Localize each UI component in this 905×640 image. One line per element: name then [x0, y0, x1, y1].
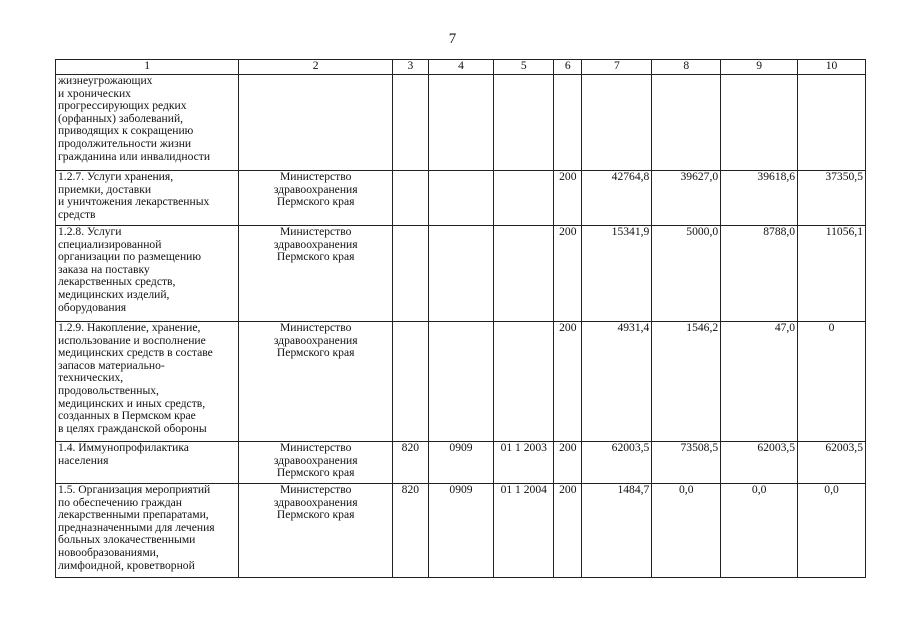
column-header: 10: [798, 60, 866, 75]
code-cell: [428, 75, 494, 171]
table-row: [56, 75, 866, 171]
amount-cell: [582, 75, 652, 171]
page-number: 7: [448, 31, 457, 47]
code-cell: 200: [554, 226, 582, 322]
code-cell: [393, 226, 428, 322]
amount-cell: 11056,1: [798, 226, 866, 322]
code-cell: 0909: [428, 484, 494, 578]
code-cell: 200: [554, 442, 582, 484]
responsible-executor: Министерство здравоохранения Пермского края: [239, 484, 393, 578]
amount-cell: 62003,5: [721, 442, 798, 484]
responsible-executor: Министерство здравоохранения Пермского края: [239, 171, 393, 226]
code-cell: [428, 322, 494, 442]
column-header: 9: [721, 60, 798, 75]
column-header: 7: [582, 60, 652, 75]
amount-cell: 1484,7: [582, 484, 652, 578]
amount-cell: 47,0: [721, 322, 798, 442]
code-cell: 820: [393, 484, 428, 578]
column-number-row: [56, 60, 866, 75]
item-name: 1.2.8. Услуги специализированной организации по размещению заказа на поставку лекарственных средств, медицинских изделий, оборудования: [56, 226, 239, 322]
amount-cell: [721, 75, 798, 171]
code-cell: [393, 171, 428, 226]
responsible-executor: Министерство здравоохранения Пермского края: [239, 322, 393, 442]
table-row: [56, 484, 866, 578]
table-row: [56, 171, 866, 226]
item-name: жизнеугрожающих и хронических прогрессирующих редких (орфанных) заболеваний, приводящих к сокращению продолжительности жизни гражданина или инвалидности: [56, 75, 239, 171]
amount-cell: 39627,0: [652, 171, 721, 226]
responsible-executor: Министерство здравоохранения Пермского края: [239, 442, 393, 484]
code-cell: 01 1 2004: [494, 484, 554, 578]
column-header: 1: [56, 60, 239, 75]
budget-table: [55, 59, 866, 578]
code-cell: [428, 171, 494, 226]
amount-cell: 0,0: [721, 484, 798, 578]
amount-cell: 15341,9: [582, 226, 652, 322]
amount-cell: 62003,5: [798, 442, 866, 484]
amount-cell: 5000,0: [652, 226, 721, 322]
amount-cell: 0: [798, 322, 866, 442]
code-cell: [393, 322, 428, 442]
item-name: 1.5. Организация мероприятий по обеспечению граждан лекарственными препаратами, предназначенными для лечения больных злокачественными новообразованиями, лимфоидной, кроветворной: [56, 484, 239, 578]
item-name: 1.4. Иммунопрофилактика населения: [56, 442, 239, 484]
table-row: [56, 226, 866, 322]
code-cell: 0909: [428, 442, 494, 484]
column-header: 4: [428, 60, 494, 75]
column-header: 3: [393, 60, 428, 75]
item-name: 1.2.7. Услуги хранения, приемки, доставки и уничтожения лекарственных средств: [56, 171, 239, 226]
code-cell: [494, 226, 554, 322]
code-cell: [494, 75, 554, 171]
code-cell: 200: [554, 171, 582, 226]
code-cell: [494, 171, 554, 226]
responsible-executor: Министерство здравоохранения Пермского края: [239, 226, 393, 322]
amount-cell: 0,0: [652, 484, 721, 578]
code-cell: [494, 322, 554, 442]
amount-cell: 1546,2: [652, 322, 721, 442]
responsible-executor: [239, 75, 393, 171]
code-cell: 820: [393, 442, 428, 484]
code-cell: [554, 75, 582, 171]
amount-cell: 39618,6: [721, 171, 798, 226]
column-header: 5: [494, 60, 554, 75]
amount-cell: 42764,8: [582, 171, 652, 226]
code-cell: 200: [554, 484, 582, 578]
amount-cell: 62003,5: [582, 442, 652, 484]
table-row: [56, 322, 866, 442]
code-cell: [428, 226, 494, 322]
code-cell: 01 1 2003: [494, 442, 554, 484]
amount-cell: 0,0: [798, 484, 866, 578]
column-header: 8: [652, 60, 721, 75]
column-header: 6: [554, 60, 582, 75]
column-header: 2: [239, 60, 393, 75]
code-cell: 200: [554, 322, 582, 442]
amount-cell: 4931,4: [582, 322, 652, 442]
amount-cell: 73508,5: [652, 442, 721, 484]
amount-cell: 8788,0: [721, 226, 798, 322]
amount-cell: [652, 75, 721, 171]
item-name: 1.2.9. Накопление, хранение, использование и восполнение медицинских средств в составе запасов материально- технических, продовольственных, медицинских и иных средств, созданных в Пермском крае в целях гражданской обороны: [56, 322, 239, 442]
amount-cell: 37350,5: [798, 171, 866, 226]
table-row: [56, 442, 866, 484]
amount-cell: [798, 75, 866, 171]
code-cell: [393, 75, 428, 171]
